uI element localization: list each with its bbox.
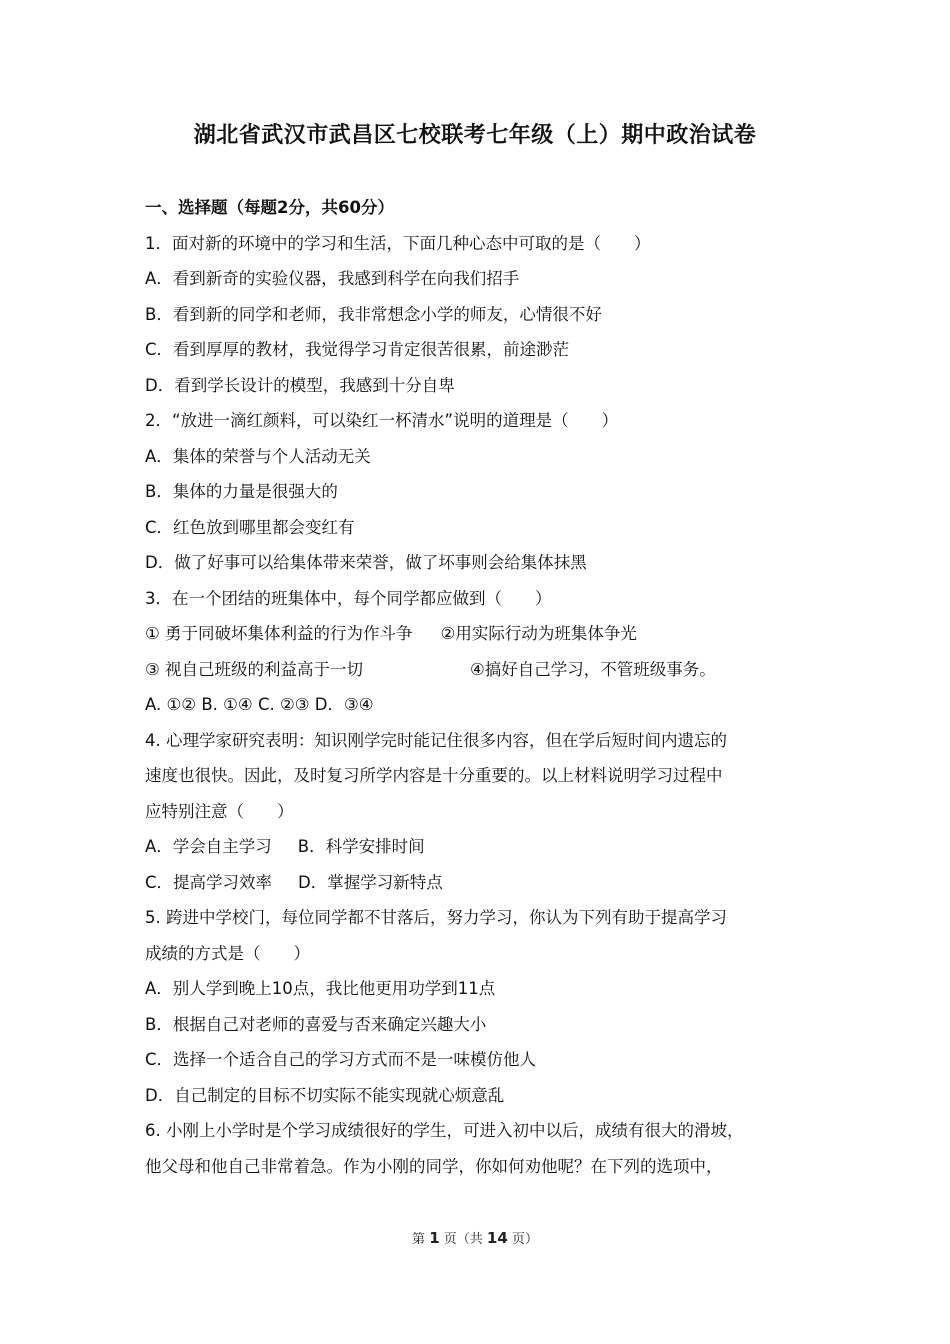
footer-suffix: 页） [511, 1232, 538, 1247]
question-5-option-d: D．自己制定的目标不切实际不能实现就心烦意乱 [145, 1085, 505, 1105]
question-6 [145, 1113, 820, 1184]
question-5-line-2: 成绩的方式是（ ） [145, 943, 310, 963]
question-3-options: A. ①② B. ①④ C. ②③ D．③④ [145, 695, 374, 714]
question-5-option-c: C．选择一个适合自己的学习方式而不是一味模仿他人 [145, 1050, 537, 1069]
question-4-option-b: B．科学安排时间 [297, 837, 425, 856]
question-6-line-2: 他父母和他自己非常着急。作为小刚的同学，你如何劝他呢？在下列的选项中， [145, 1156, 723, 1176]
question-2-option-c: C．红色放到哪里都会变红有 [145, 517, 355, 537]
question-3-stem: 3．在一个团结的班集体中，每个同学都应做到（ ） [145, 588, 552, 608]
question-3-item-2: ②用实际行动为班集体争光 [440, 624, 637, 643]
page-footer [0, 1228, 950, 1247]
question-4-line-2: 速度也很快。因此，及时复习所学内容是十分重要的。以上材料说明学习过程中 [145, 766, 723, 785]
question-5 [145, 900, 820, 1113]
question-2-option-b: B．集体的力量是很强大的 [145, 482, 338, 501]
question-2-option-d: D．做了好事可以给集体带来荣誉，做了坏事则会给集体抹黑 [145, 553, 587, 572]
question-4-option-a: A．学会自主学习 [145, 837, 272, 856]
question-4-option-d: D．掌握学习新特点 [298, 872, 443, 892]
question-1-stem: 1．面对新的环境中的学习和生活，下面几种心态中可取的是（ ） [145, 233, 651, 253]
footer-page-number: 1 [429, 1229, 440, 1247]
question-3-items-row-2 [145, 652, 820, 688]
question-4 [145, 723, 820, 901]
question-3-item-3: ③ 视自己班级的利益高于一切 [145, 659, 364, 679]
question-3-items-row-1 [145, 616, 820, 652]
question-1-option-a: A．看到新奇的实验仪器，我感到科学在向我们招手 [145, 269, 520, 288]
footer-middle: 页（共 [443, 1232, 483, 1247]
question-5-option-b: B．根据自己对老师的喜爱与否来确定兴趣大小 [145, 1014, 487, 1034]
page-title: 湖北省武汉市武昌区七校联考七年级（上）期中政治试卷 [193, 123, 757, 148]
question-1-option-b: B．看到新的同学和老师，我非常想念小学的师友，心情很不好 [145, 304, 602, 324]
question-4-options-row-2 [145, 865, 820, 901]
question-4-line-1: 4. 心理学家研究表明：知识刚学完时能记住很多内容，但在学后短时间内遗忘的 [145, 730, 727, 750]
section-title: 一、选择题（每题2分，共60分） [145, 198, 394, 217]
question-4-option-c: C．提高学习效率 [145, 872, 273, 892]
question-6-line-1: 6. 小刚上小学时是个学习成绩很好的学生，可进入初中以后，成绩有很大的滑坡， [145, 1121, 744, 1140]
question-4-options-row-1 [145, 829, 820, 865]
question-1-option-c: C．看到厚厚的教材，我觉得学习肯定很苦很累，前途渺茫 [145, 340, 570, 359]
question-1-option-d: D．看到学长设计的模型，我感到十分自卑 [145, 375, 455, 395]
question-3-item-1: ① 勇于同破坏集体利益的行为作斗争 [145, 624, 413, 643]
question-3-item-4: ④搞好自己学习，不管班级事务。 [470, 659, 716, 679]
question-5-option-a: A．别人学到晚上10点，我比他更用功学到11点 [145, 979, 496, 998]
question-3 [145, 581, 820, 723]
footer-total-pages: 14 [486, 1229, 508, 1247]
footer-prefix: 第 [412, 1232, 426, 1247]
content [145, 190, 820, 1184]
question-1 [145, 226, 820, 404]
question-2-option-a: A．集体的荣誉与个人活动无关 [145, 446, 371, 466]
question-5-line-1: 5. 跨进中学校门，每位同学都不甘落后，努力学习，你认为下列有助于提高学习 [145, 908, 727, 927]
question-2 [145, 403, 820, 581]
question-4-line-3: 应特别注意（ ） [145, 801, 294, 821]
question-2-stem: 2．“放进一滴红颜料，可以染红一杯清水”说明的道理是（ ） [145, 411, 619, 430]
